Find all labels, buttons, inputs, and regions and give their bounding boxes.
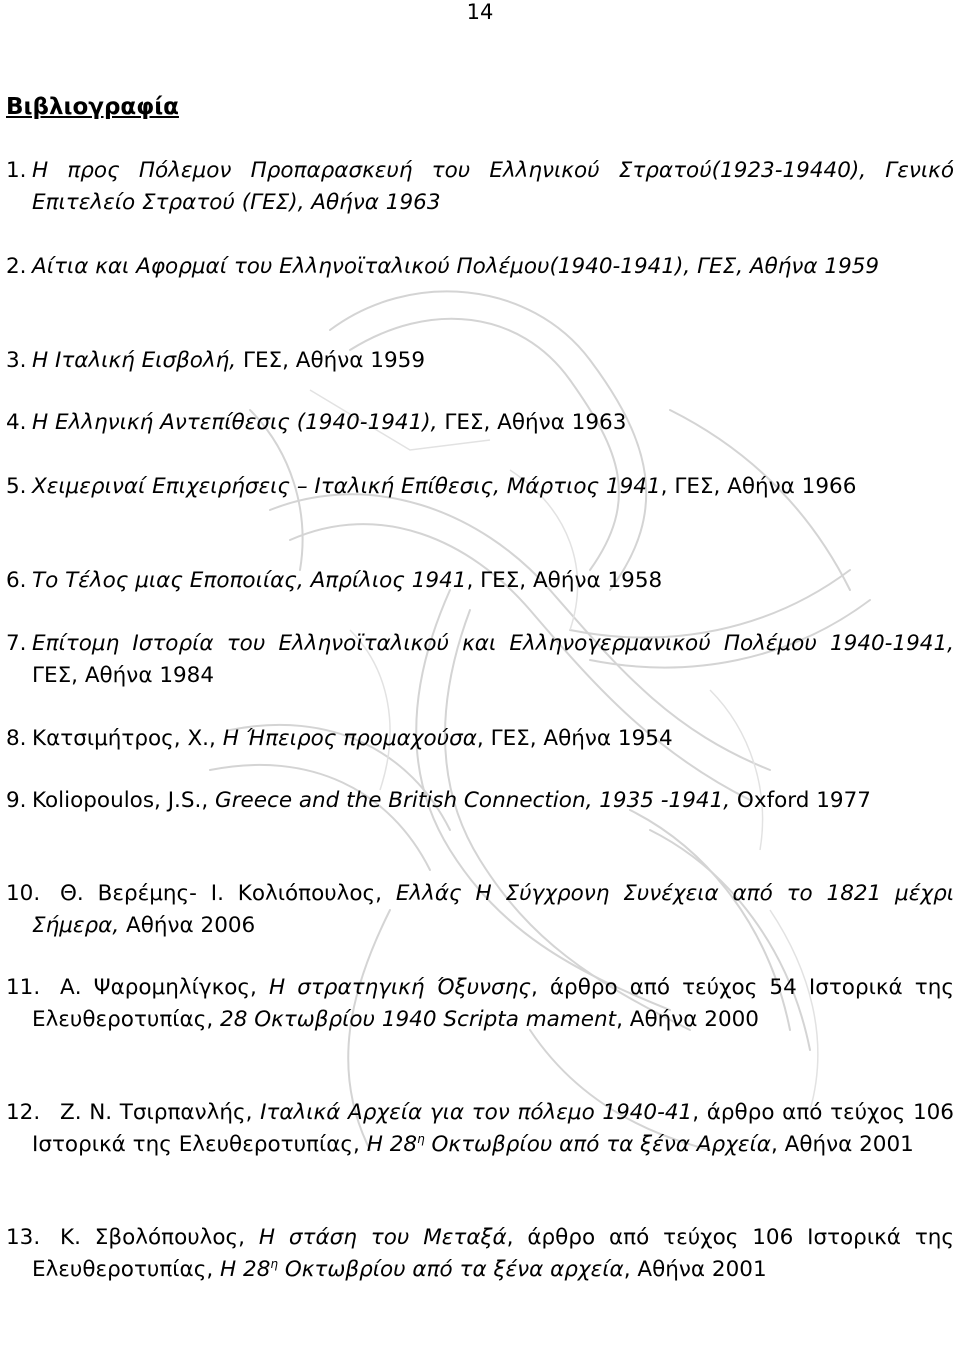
entry-publisher: ΓΕΣ, Αθήνα 1963 <box>437 410 627 435</box>
entry-number: 6. <box>6 568 27 593</box>
entry-subtitle: Η 28 <box>220 1256 271 1282</box>
entry-publisher: , ΓΕΣ, Αθήνα 1954 <box>476 726 673 751</box>
entry-title: Ιταλικά Αρχεία για τον πόλεμο 1940-41 <box>260 1100 693 1125</box>
entry-number: 7. <box>6 631 27 656</box>
entry-publisher: ΓΕΣ, Αθήνα 1984 <box>32 662 215 688</box>
entry-publisher: Oxford 1977 <box>730 788 871 813</box>
entry-publisher: ΓΕΣ, Αθήνα 1959 <box>236 348 426 373</box>
entry-superscript: η <box>270 1256 278 1271</box>
entry-title: Η στρατηγική Όξυνσης <box>268 975 531 1000</box>
entry-title: Η στάση του Μεταξά <box>258 1225 507 1250</box>
entry-number: 8. <box>6 726 27 751</box>
entry-title: Αίτια και Αφορμαί του Ελληνοϊταλικού Πολέμου(1940-1941), ΓΕΣ, Αθήνα 1959 <box>32 254 880 279</box>
bibliography-entry <box>6 155 954 218</box>
entry-title: Η προς Πόλεμον Προπαρασκευή του Ελληνικού Στρατού(1923-19440), Γενικό Επιτελείο Στρατού (ΓΕΣ), Αθήνα 1963 <box>32 158 954 215</box>
entry-subtitle: Η 28 <box>366 1131 418 1157</box>
entry-title: Η Ήπειρος προμαχούσα <box>222 726 477 751</box>
entry-number: 9. <box>6 788 27 813</box>
entry-publisher: , Αθήνα 2001 <box>770 1131 914 1157</box>
entry-author: Ζ. Ν. Τσιρπανλής, <box>60 1100 261 1125</box>
entry-title: Η Ιταλική Εισβολή, <box>32 348 237 373</box>
entry-author: Θ. Βερέμης- Ι. Κολιόπουλος, <box>60 881 396 906</box>
entry-title: Η Ελληνική Αντεπίθεσις (1940-1941), <box>32 410 438 435</box>
entry-title: Το Τέλος μιας Εποποιίας, Απρίλιος 1941 <box>32 568 467 593</box>
bibliography-entry <box>6 785 954 817</box>
entry-number: 4. <box>6 410 27 435</box>
entry-source: , άρθρο από τεύχος 106 Ιστορικά της Ελευθεροτυπίας, <box>32 1225 955 1282</box>
entry-source: , άρθρο από τεύχος 106 Ιστορικά της Ελευθεροτυπίας, <box>32 1100 954 1157</box>
bibliography-entry <box>6 628 954 691</box>
entry-source: , άρθρο από τεύχος 54 Ιστορικά της Ελευθεροτυπίας, <box>32 975 954 1032</box>
entry-number: 11. <box>6 975 41 1000</box>
bibliography-entry <box>6 972 954 1035</box>
entry-title: Επίτομη Ιστορία του Ελληνοϊταλικού και Ελληνογερμανικού Πολέμου 1940-1941, <box>32 631 954 656</box>
entry-publisher: Αθήνα 2006 <box>119 912 256 938</box>
entry-author: Koliopoulos, J.S., <box>32 788 216 813</box>
entry-author: Κ. Σβολόπουλος, <box>60 1225 259 1250</box>
entry-publisher: , ΓΕΣ, Αθήνα 1966 <box>660 474 857 499</box>
bibliography-entry <box>6 1222 955 1285</box>
bibliography-entry <box>6 723 954 755</box>
entry-number: 1. <box>6 158 27 183</box>
page-number: 14 <box>466 0 494 24</box>
entry-number: 10. <box>6 881 41 906</box>
entry-author: Κατσιμήτρος, Χ., <box>32 726 223 751</box>
bibliography-entry <box>6 471 954 503</box>
entry-subtitle: 28 Οκτωβρίου 1940 Scripta mament <box>220 1006 617 1032</box>
entry-number: 13. <box>6 1225 41 1250</box>
entry-number: 5. <box>6 474 27 499</box>
entry-author: Α. Ψαρομηλίγκος, <box>60 975 269 1000</box>
entry-superscript: η <box>417 1131 425 1146</box>
bibliography-entry <box>6 1097 954 1160</box>
entry-title: Ελλάς Η Σύγχρονη Συνέχεια από το 1821 μέχρι Σήμερα, <box>32 881 955 938</box>
entry-number: 12. <box>6 1100 41 1125</box>
bibliography-entry <box>6 565 954 597</box>
bibliography-entry <box>6 878 955 941</box>
entry-publisher: , ΓΕΣ, Αθήνα 1958 <box>466 568 663 593</box>
entry-title: Χειμεριναί Επιχειρήσεις – Ιταλική Επίθεσις, Μάρτιος 1941 <box>32 474 661 499</box>
entry-title: Greece and the British Connection, 1935 -1941, <box>215 788 731 813</box>
entry-subtitle-rest: Οκτωβρίου από τα ξένα αρχεία <box>277 1256 624 1282</box>
bibliography-entry <box>6 407 954 439</box>
entry-subtitle-rest: Οκτωβρίου από τα ξένα Αρχεία <box>424 1131 771 1157</box>
bibliography-entry <box>6 251 954 283</box>
bibliography-heading: Βιβλιογραφία <box>6 94 179 120</box>
entry-publisher: , Αθήνα 2001 <box>623 1256 767 1282</box>
entry-publisher: , Αθήνα 2000 <box>616 1006 759 1032</box>
entry-number: 2. <box>6 254 27 279</box>
entry-number: 3. <box>6 348 27 373</box>
bibliography-entry <box>6 345 954 377</box>
